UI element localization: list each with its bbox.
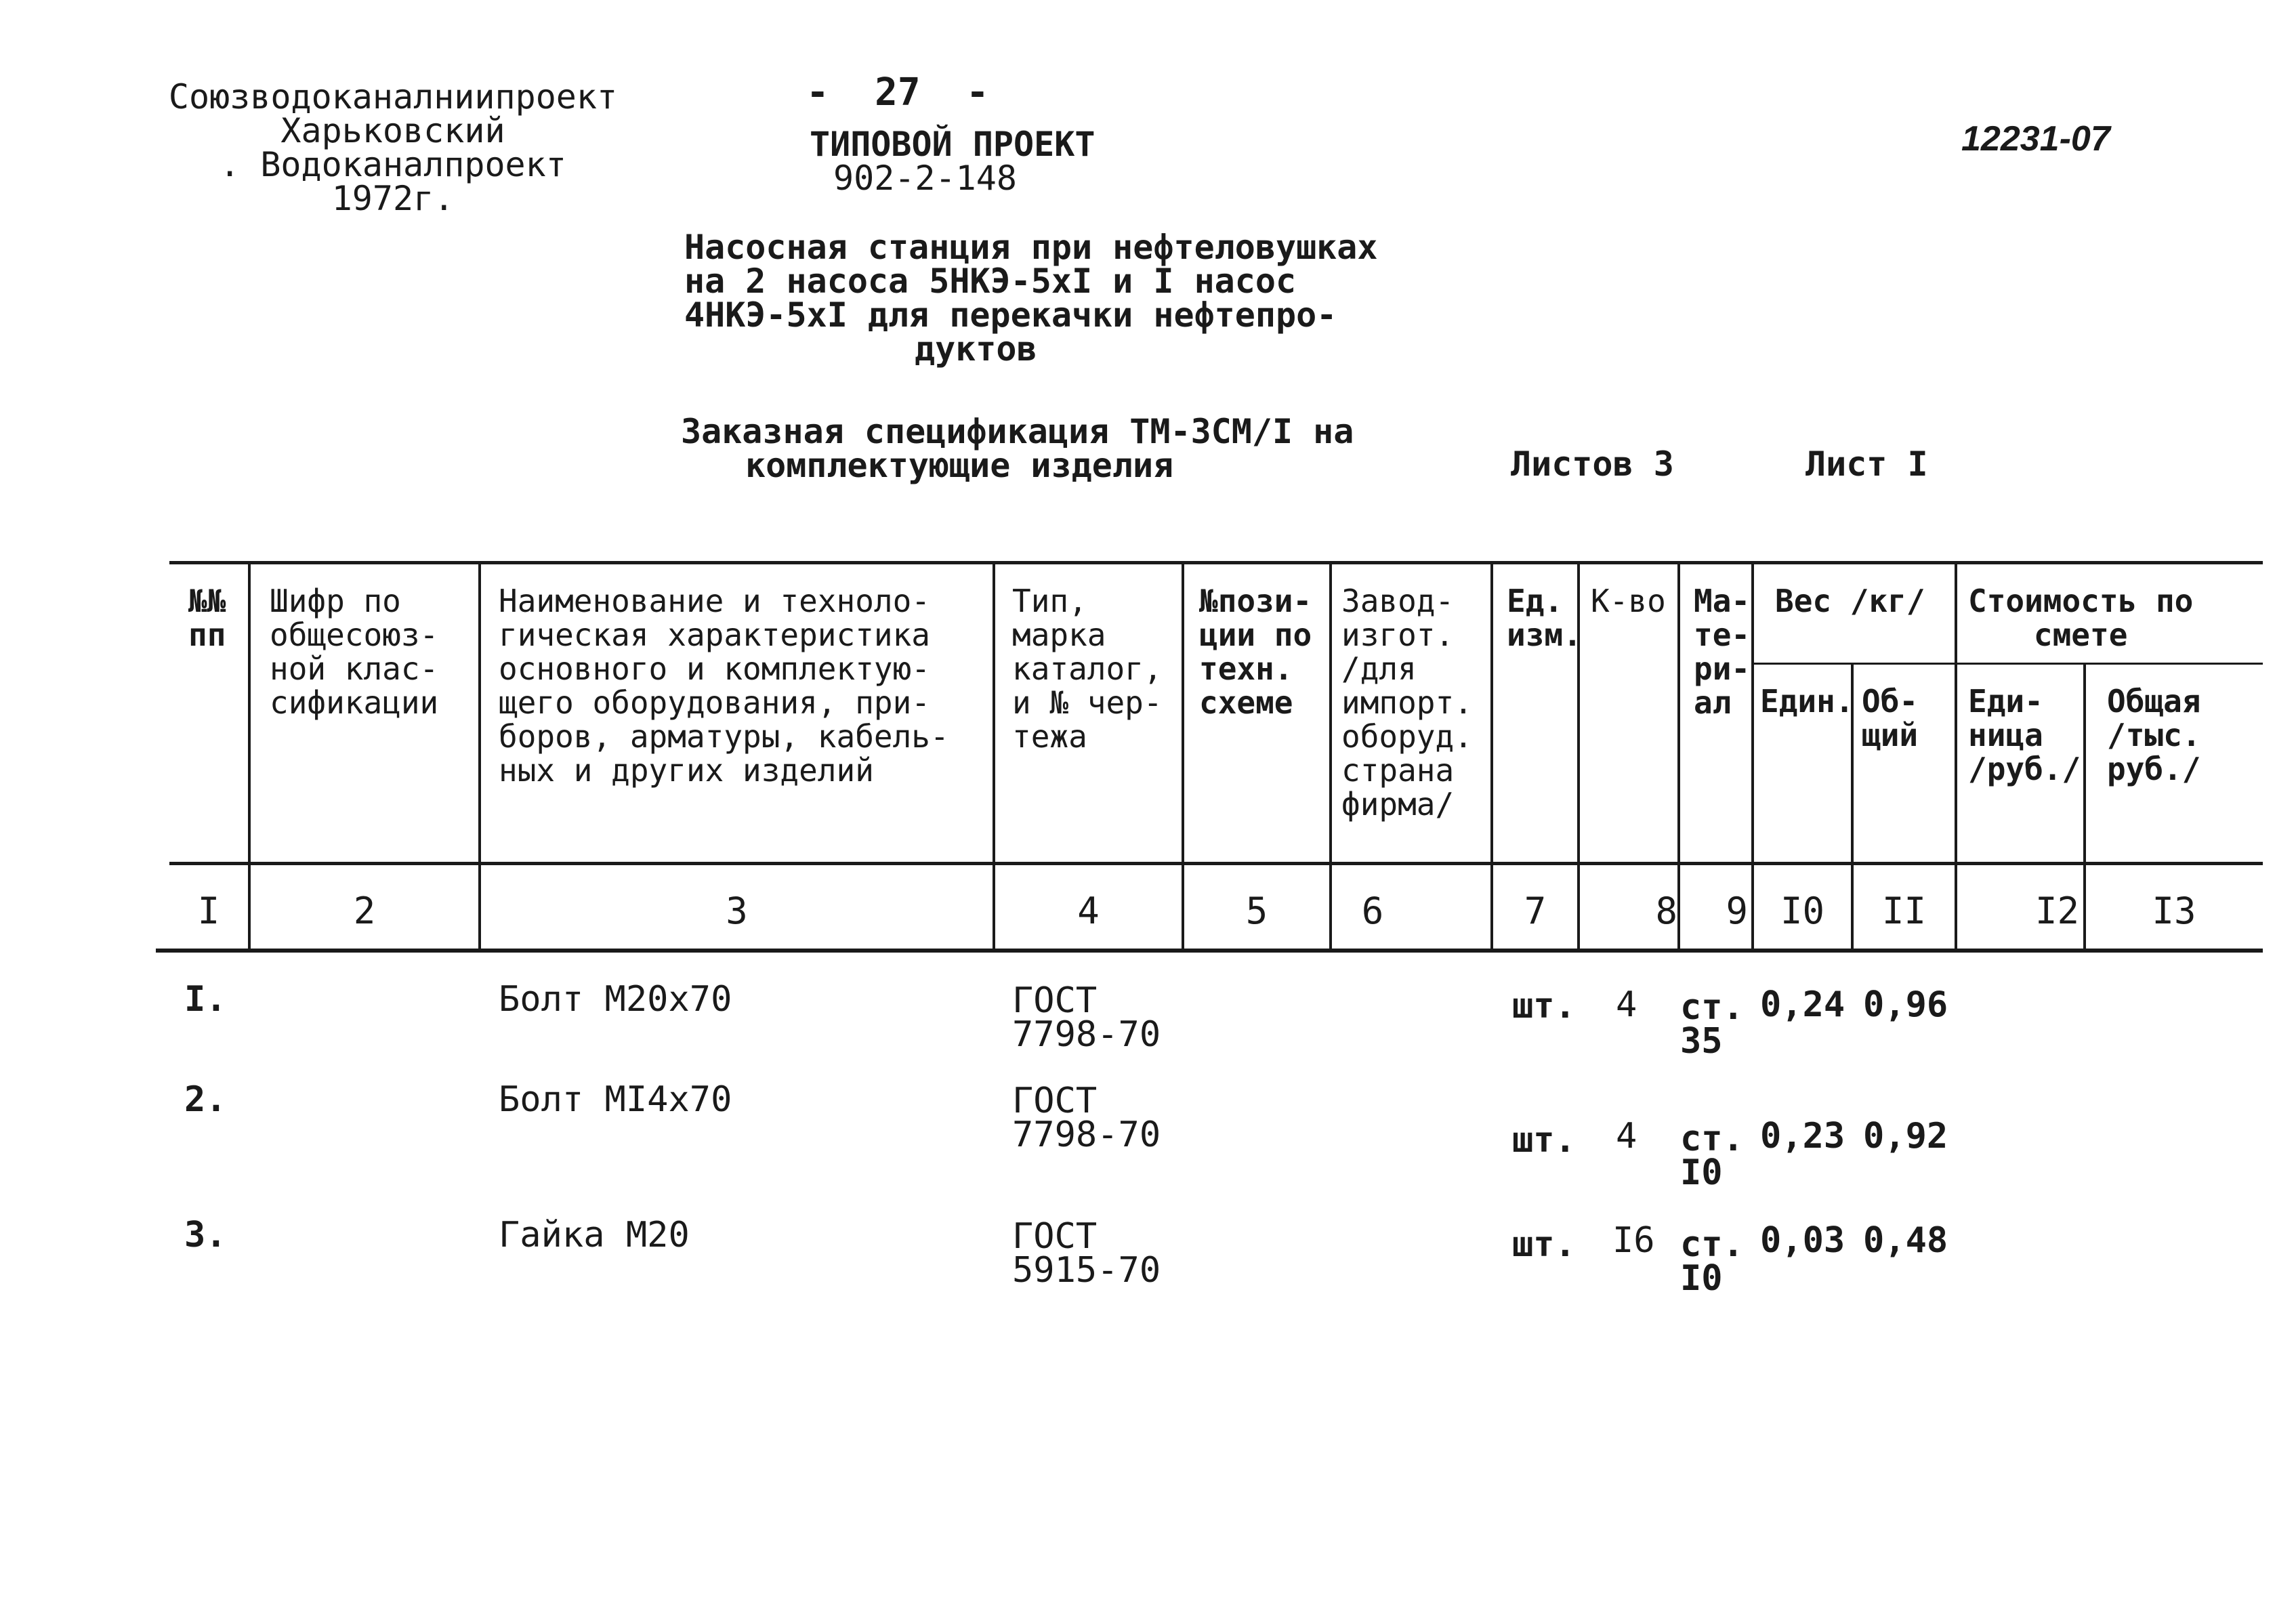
column-number-7: 7 [1524, 890, 1547, 932]
col-divider-6 [1490, 561, 1493, 949]
sheet-current: Лист I [1806, 444, 1928, 484]
column-number-6: 6 [1361, 890, 1384, 932]
project-description [684, 228, 1378, 369]
item-weight-unit: 0,23 [1760, 1116, 1845, 1157]
header-weight-total: Об- щий [1862, 683, 1919, 753]
org-line-2: Харьковский [280, 111, 505, 150]
row-number: 2. [184, 1079, 227, 1120]
project-code: 902-2-148 [833, 159, 1017, 198]
item-type: ГОСТ 5915-70 [1012, 1216, 1161, 1291]
col-divider-5 [1329, 561, 1332, 949]
row-number: 3. [184, 1215, 227, 1255]
col-divider-1 [248, 561, 251, 949]
header-unit: Ед. изм. [1507, 583, 1582, 653]
item-material: ст. 35 [1680, 987, 1744, 1062]
description-line-2: на 2 насоса 5НКЭ-5хI и I насос [684, 262, 1297, 301]
spec-title-line-2: комплектующие изделия [745, 446, 1174, 485]
org-line-4: 1972г. [331, 179, 455, 218]
col-divider-2 [478, 561, 481, 949]
col-divider-3 [993, 561, 995, 949]
header-material: Ма- те- ри- ал [1694, 583, 1751, 721]
item-name: Болт М20х70 [499, 979, 732, 1020]
header-bottom-border [169, 862, 2263, 865]
item-quantity: 4 [1616, 1116, 1637, 1157]
column-number-12: I2 [2034, 890, 2079, 932]
column-number-11: II [1881, 890, 1927, 932]
column-number-13: I3 [2152, 890, 2196, 932]
item-weight-total: 0,48 [1863, 1220, 1948, 1261]
item-weight-unit: 0,03 [1760, 1220, 1845, 1261]
weight-cost-subheader-line [1751, 663, 2263, 665]
column-number-8: 8 [1655, 890, 1677, 932]
item-quantity: I6 [1612, 1220, 1655, 1261]
sheets-total: Листов 3 [1511, 444, 1674, 484]
item-weight-total: 0,92 [1863, 1116, 1948, 1157]
item-weight-total: 0,96 [1863, 984, 1948, 1025]
org-line-3: . Водоканалпроект [220, 145, 566, 184]
page-marker: - 27 - [806, 70, 989, 114]
header-item-description: Наименование и техноло- гическая характеристика основного и комплектую- щего оборудования, при- боров, арматуры, кабель- ных и других изделий [499, 583, 949, 789]
header-row-number: №№ пп [188, 583, 226, 653]
archive-number: 12231-07 [1961, 119, 2110, 159]
item-weight-unit: 0,24 [1760, 984, 1845, 1025]
description-line-3: 4НКЭ-5хI для перекачки нефтепро- [684, 295, 1337, 335]
column-number-9: 9 [1726, 890, 1748, 932]
column-number-1: I [197, 890, 220, 932]
item-type: ГОСТ 7798-70 [1012, 1081, 1161, 1155]
item-material: ст. I0 [1680, 1224, 1744, 1299]
item-unit: шт. [1512, 1224, 1576, 1265]
header-quantity: К-во [1591, 583, 1666, 619]
row-number: I. [184, 979, 227, 1020]
description-line-1: Насосная станция при нефтеловушках [684, 228, 1378, 267]
column-number-3: 3 [726, 890, 748, 932]
spec-title-line-1: Заказная спецификация ТМ-ЗСМ/I на [681, 412, 1354, 451]
col-divider-9 [1751, 561, 1754, 949]
header-cost-unit: Еди- ница /руб./ [1968, 683, 2081, 787]
org-line-1: Союзводоканалниипроект [168, 77, 618, 117]
organization-block [156, 77, 630, 218]
column-number-5: 5 [1245, 890, 1268, 932]
project-type: ТИПОВОЙ ПРОЕКТ [810, 125, 1095, 164]
column-number-10: I0 [1780, 890, 1825, 932]
col-divider-11 [1955, 561, 1957, 949]
header-cost-total: Общая /тыс. руб./ [2107, 683, 2201, 787]
header-cost-group: Стоимость по смете [1968, 583, 2194, 653]
column-number-2: 2 [353, 890, 376, 932]
item-unit: шт. [1512, 986, 1576, 1026]
column-numbers-bottom-border [156, 949, 2263, 953]
col-divider-8 [1677, 561, 1680, 949]
item-quantity: 4 [1616, 984, 1637, 1025]
header-manufacturer: Завод- изгот. /для импорт. оборуд. страна фирма/ [1341, 583, 1473, 823]
table-top-border [169, 561, 2263, 564]
specification-title [681, 412, 1354, 485]
item-unit: шт. [1512, 1120, 1576, 1161]
item-type: ГОСТ 7798-70 [1012, 980, 1161, 1055]
item-material: ст. I0 [1680, 1119, 1744, 1193]
header-weight-group: Вес /кг/ [1775, 583, 1925, 619]
description-line-4: дуктов [915, 329, 1037, 369]
item-name: Гайка М20 [499, 1215, 690, 1255]
header-classification-code: Шифр по общесоюз- ной клас- сификации [270, 583, 439, 721]
column-number-4: 4 [1077, 890, 1100, 932]
header-type-catalog: Тип, марка каталог, и № чер- тежа [1012, 583, 1163, 755]
header-weight-unit: Един. [1760, 683, 1854, 720]
header-position: №пози- ции по техн. схеме [1199, 583, 1312, 721]
col-divider-4 [1182, 561, 1184, 949]
item-name: Болт МI4х70 [499, 1079, 732, 1120]
